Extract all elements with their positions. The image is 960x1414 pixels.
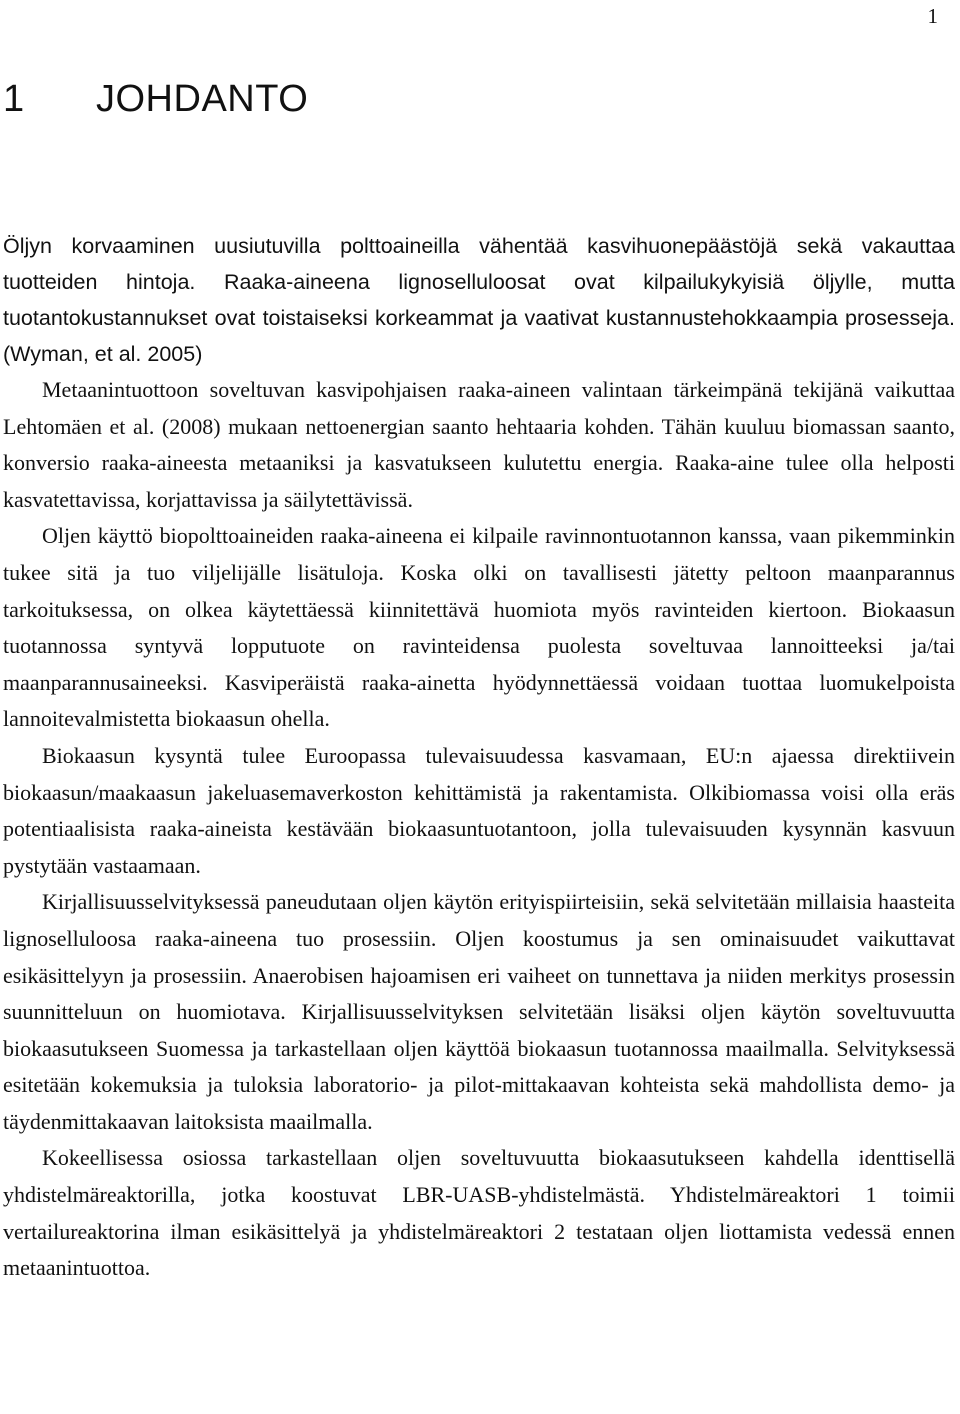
paragraph-net-energy: Metaanintuottoon soveltuvan kasvipohjaisen raaka-aineen valintaan tärkeimpänä tekijänä vaikuttaa Lehtomäen et al. (2008) mukaan nettoenergian saanto hehtaaria kohden. Tähän kuuluu biomassan saanto, konversio raaka-aineesta metaaniksi ja kasvatukseen kulutettu energia. Raaka-aine tulee olla helposti kasvatettavissa, korjattavissa ja säilytettävissä. xyxy=(3,377,955,512)
page-number: 1 xyxy=(927,4,938,28)
paragraph-intro: Öljyn korvaaminen uusiutuvilla polttoaineilla vähentää kasvihuonepäästöjä sekä vakauttaa tuotteiden hintoja. Raaka-aineena lignoselluloosat ovat kilpailukykyisiä öljylle, mutta tuotantokustannukset ovat toistaiseksi korkeammat ja vaativat kustannustehokkaampia prosesseja. (Wyman, et al. 2005) xyxy=(3,234,955,366)
chapter-title: JOHDANTO xyxy=(96,78,309,120)
paragraph-biogas-demand: Biokaasun kysyntä tulee Euroopassa tulevaisuudessa kasvamaan, EU:n ajaessa direktiivein biokaasun/maakaasun jakeluasemaverkoston kehittämistä ja rakentamista. Olkibiomassa voisi olla eräs potentiaalisista raaka-aineista kestävään biokaasuntuotantoon, jolla tulevaisuuden kysynnän kasvuun pystytään vastaamaan. xyxy=(3,742,955,878)
paragraph-literature-review: Kirjallisuusselvityksessä paneudutaan oljen käytön erityispiirteisiin, sekä selvitetään millaisia haasteita lignoselluloosa raaka-aineena tuo prosessiin. Oljen koostumus ja sen ominaisuudet vaikuttavat esikäsittelyyn ja prosessiin. Anaerobisen hajoamisen eri vaiheet on tunnettava ja niiden merkitys prosessin suunnitteluun on huomiotava. Kirjallisuusselvityksen selvitetään lisäksi oljen käytön soveltuvuutta biokaasutukseen Suomessa ja tarkastellaan oljen käyttöä biokaasun tuotannossa maailmalla. Selvityksessä esitetään kokemuksia ja tuloksia laboratorio- ja pilot-mittakaavan kohteista sekä mahdollista demo- ja täydenmittakaavan laitoksista maailmalla. xyxy=(3,889,955,1134)
body-text xyxy=(3,228,955,1287)
paragraph-experimental: Kokeellisessa osiossa tarkastellaan oljen soveltuvuutta biokaasutukseen kahdella identtisellä yhdistelmäreaktorilla, jotka koostuvat LBR-UASB-yhdistelmästä. Yhdistelmäreaktori 1 toimii vertailureaktorina ilman esikäsittelyä ja yhdistelmäreaktori 2 testataan oljen liottamista vedessä ennen metaanintuottoa. xyxy=(3,1145,955,1281)
paragraph-straw-use: Oljen käyttö biopolttoaineiden raaka-aineena ei kilpaile ravinnontuotannon kanssa, vaan pikemminkin tukee sitä ja tuo viljelijälle lisätuloja. Koska olki on tavallisesti jätetty peltoon maanparannus tarkoituksessa, on olkea käytettäessä kiinnitettävä huomiota myös ravinteiden kiertoon. Biokaasun tuotannossa syntyvä lopputuote on ravinteidensa puolesta soveltuvaa lannoitteeksi ja/tai maanparannusaineeksi. Kasviperäistä raaka-ainetta hyödynnettäessä voidaan tuottaa luomukelpoista lannoitevalmistetta biokaasun ohella. xyxy=(3,523,955,732)
chapter-heading xyxy=(3,78,308,121)
chapter-number: 1 xyxy=(3,78,25,120)
